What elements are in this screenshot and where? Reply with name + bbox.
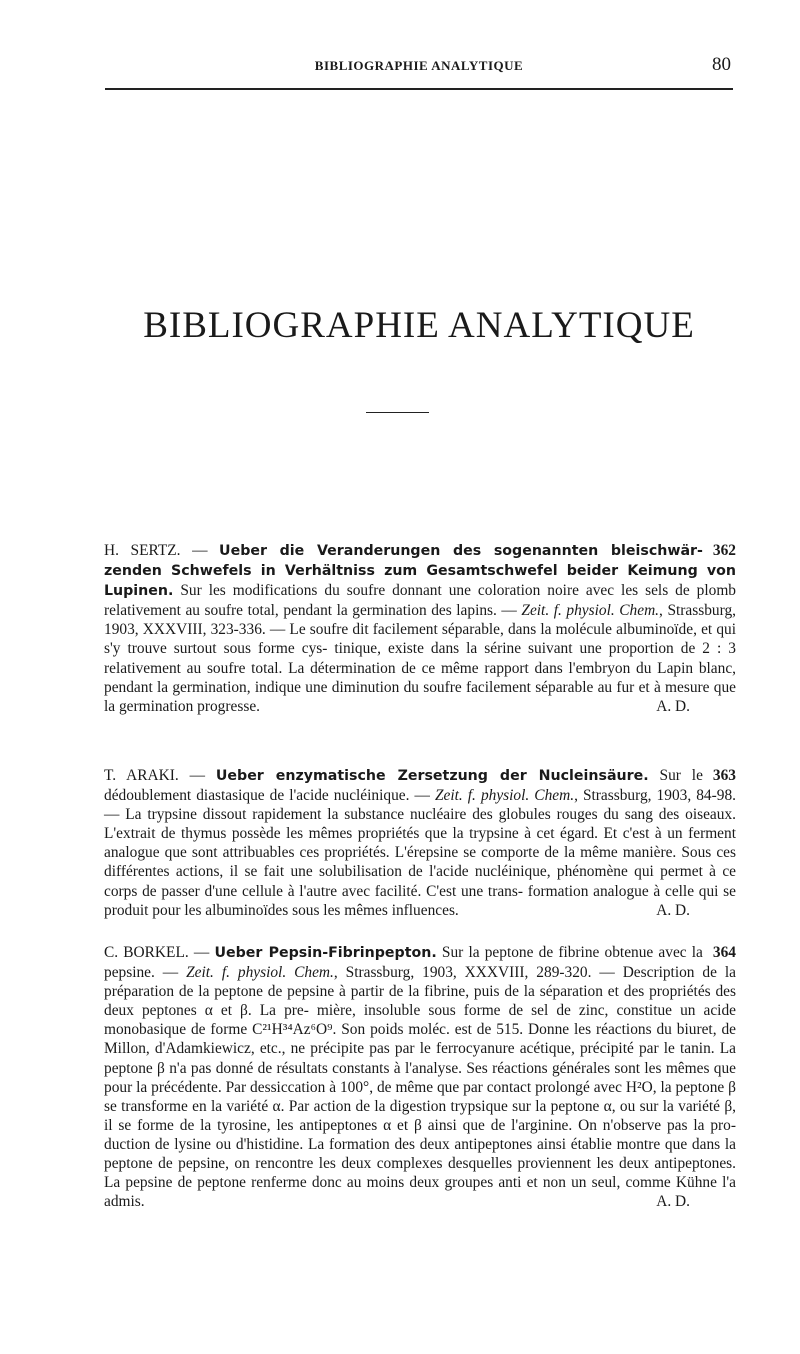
entry-number: 364 [712,944,736,961]
entry-abstract: , Strassburg, 1903, XXXVIII, 323-336. — Le soufre dit facilement séparable, dans la molécule albuminoïde, et qui s'y trouve surtout sous forme cys- tinique, existe dans la sérine suivant une proportion de 2 : 3 relativement au soufre total. La détermination de ce même rapport dans l'embryon du Lapin blanc, pendant la germination, indique une diminution du soufre facilement séparable au fur et à mesure que la germination progresse. [104,602,737,715]
running-head [105,56,733,80]
entry-signature: A. D. [656,1193,690,1211]
bibliography-entry [104,943,736,1211]
entry-abstract: , Strassburg, 1903, 84-98. — La trypsine dissout rapidement la substance nucléaire des globules rouges du sang des oiseaux. L'extrait de thymus possède les mêmes propriétés que la trypsine à cet égard. Et c'est à un ferment analogue que sont attribuables ces propriétés. L'érepsine se comporte de la même manière. Sous ces différentes actions, il se fait une solubilisation de l'acide nucléinique, phénomène qui permet à ce corps de passer d'une cellule à l'autre avec facilité. C'est une trans- formation analogue à celle qui se produit pour les albuminoïdes sous les mêmes influences. [104,787,736,919]
page-number: 80 [712,54,731,75]
entry-author: H. SERTZ. — [104,542,220,559]
entry-author: C. BORKEL. — [104,944,215,961]
entry-journal: Zeit. f. physiol. Chem. [521,602,660,620]
main-title: BIBLIOGRAPHIE ANALYTIQUE [143,305,695,346]
entry-number: 362 [712,542,736,559]
entry-journal: Zeit. f. physiol. Chem. [186,964,334,982]
entry-journal: Zeit. f. physiol. Chem. [434,787,575,805]
bibliography-entry [104,541,736,716]
entry-title: Ueber Pepsin-Fibrinpepton. [214,945,437,961]
entry-title: Ueber die Veranderungen des sogenannten bleischwär- zenden Schwefels in Verhältniss zum Gesamtschwefel beider Keimung von Lupinen. [104,543,736,600]
entry-signature: A. D. [656,697,690,715]
entry-summary: Sur les modifications du soufre donnant une coloration noire avec les sels de plomb relativement au soufre total, pendant la germination des lapins. — [104,582,736,620]
entry-summary: Sur la peptone de fibrine obtenue avec la pepsine. — [104,944,703,982]
header-rule [105,88,733,90]
entry-signature: A. D. [656,901,690,919]
title-rule [366,412,429,413]
bibliography-entry [104,766,736,920]
entry-title: Ueber enzymatische Zersetzung der Nucleinsäure. [215,768,649,784]
entry-number: 363 [712,767,736,784]
entry-abstract: , Strassburg, 1903, XXXVIII, 289-320. — Description de la préparation de la peptone de pepsine à partir de la fibrine, puis de la séparation et des propriétés des deux peptones α et β. La pre- mière, insoluble sous forme de sel de zinc, constitue un acide monobasique de forme C²¹H³⁴Az⁶O⁹. Son poids moléc. est de 515. Donne les réactions du biuret, de Millon, d'Adamkiewicz, etc., ne précipite pas par le ferrocyanure acétique, précipité par le tanin. La peptone β n'a pas donné de résultats constants à l'analyse. Ses réactions générales sont les mêmes que pour la précédente. Par dessiccation à 100°, de même que par contact prolongé avec H²O, la peptone β se transforme en la variété α. Par action de la digestion trypsique sur la peptone α, ou sur la variété β, il se forme de la tyrosine, les antipeptones α et β ainsi que de l'arginine. On n'observe pas la pro- duction de lysine ou d'histidine. La formation des deux antipeptones ainsi établie montre que dans la peptone de pepsine, on rencontre les deux complexes desquelles proviennent les deux antipeptones. La pepsine de peptone renferme donc au moins deux groupes anti et non un seul, comme Kühne l'a admis. [104,964,736,1211]
entry-summary: Sur le dédoublement diastasique de l'acide nucléinique. — [104,767,703,805]
running-title: BIBLIOGRAPHIE ANALYTIQUE [314,58,524,73]
entry-author: T. ARAKI. — [104,767,216,784]
